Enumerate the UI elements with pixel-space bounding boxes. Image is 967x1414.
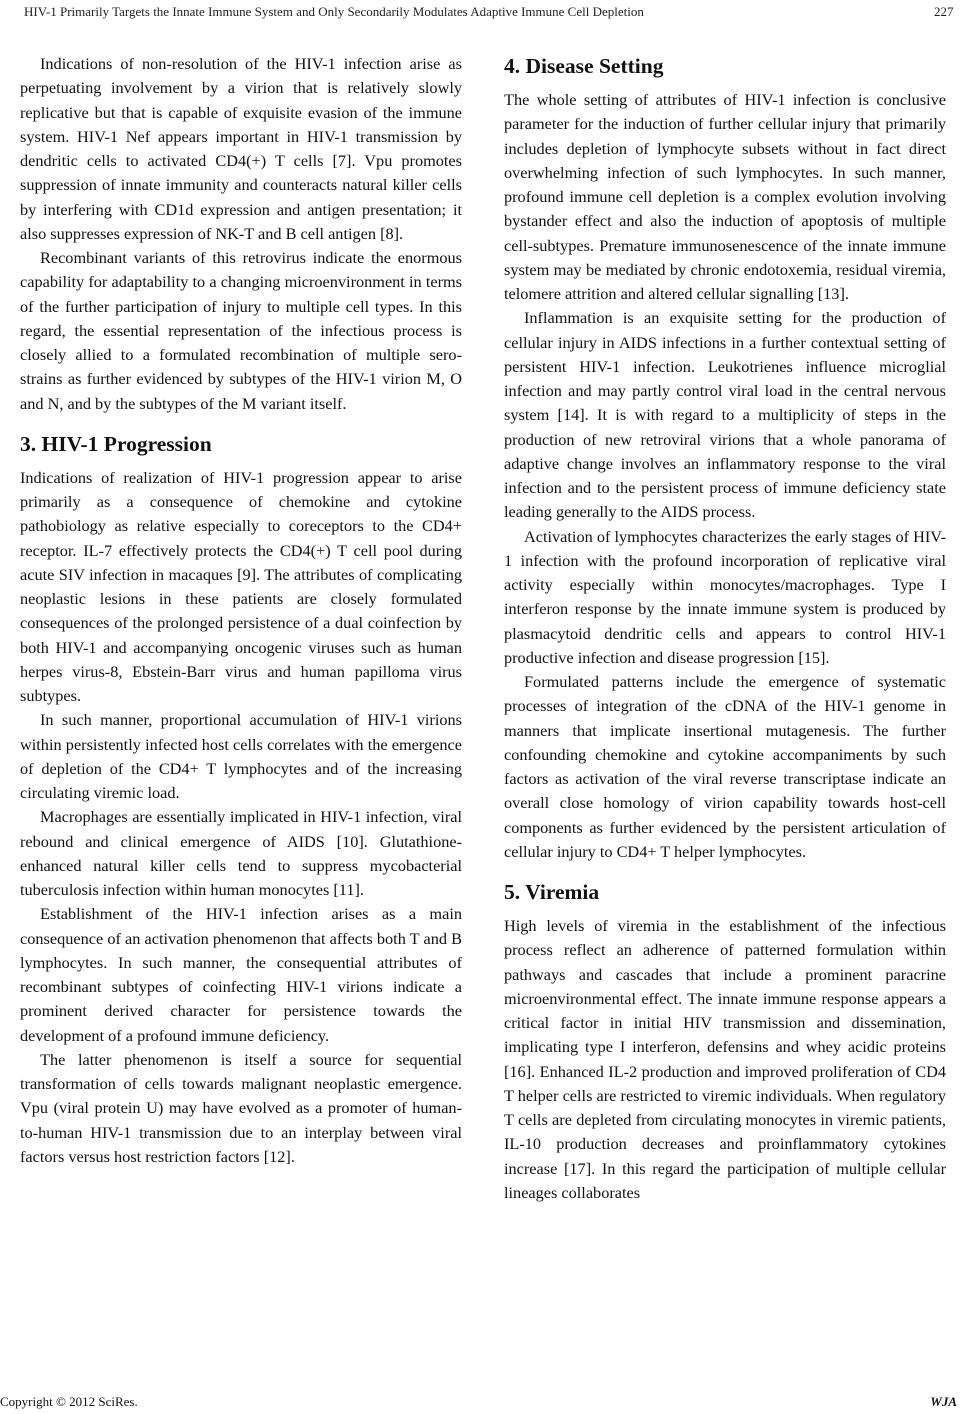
- paragraph: In such manner, proportional accumulation of HIV-1 virions within persistently infected host cells correlates with the emergence of depletion of the CD4+ T lymphocytes and of the increasing circulating viremic load.: [20, 710, 462, 802]
- right-column: [504, 52, 946, 1205]
- running-header: [0, 0, 967, 24]
- running-title: HIV-1 Primarily Targets the Innate Immune System and Only Secondarily Modulates Adaptive Immune Cell Depletion: [24, 4, 644, 19]
- paragraph: High levels of viremia in the establishment of the infectious process reflect an adherence of patterned formulation within pathways and cascades that include a prominent paracrine microenvironmental effect. The innate immune response appears a critical factor in initial HIV transmission and dissemination, implicating type I interferon, defensins and whey acidic proteins [16]. Enhanced IL-2 production and improved proliferation of CD4 T helper cells are restricted to viremic individuals. When regulatory T cells are depleted from circulating monocytes in viremic patients, IL-10 production decreases and proinflammatory cytokines increase [17]. In this regard the participation of multiple cellular lineages collaborates: [504, 916, 946, 1202]
- paragraph: Inflammation is an exquisite setting for the production of cellular injury in AIDS infections in a further contextual setting of persistent HIV-1 infection. Leukotrienes influence microglial infection and may partly control viral load in the central nervous system [14]. It is with regard to a multiplicity of steps in the production of new retroviral virions that a whole panorama of adaptive change involves an inflammatory response to the viral infection and to the persistent process of immune deficiency state leading generally to the AIDS process.: [504, 308, 946, 522]
- journal-abbreviation: WJA: [930, 1394, 957, 1409]
- copyright-notice: Copyright © 2012 SciRes.: [0, 1394, 138, 1409]
- paragraph: Recombinant variants of this retrovirus indicate the enormous capability for adaptability to a changing microenvironment in terms of the further participation of injury to multiple cell types. In this regard, the essential representation of the infectious process is closely allied to a formulated recombination of multiple sero-strains as further evidenced by subtypes of the HIV-1 virion M, O and N, and by the subtypes of the M variant itself.: [20, 248, 462, 413]
- section-heading: 3. HIV-1 Progression: [20, 431, 212, 456]
- section-heading: 4. Disease Setting: [504, 54, 664, 78]
- paragraph: Activation of lymphocytes characterizes the early stages of HIV-1 infection with the profound incorporation of replicative viral activity especially within monocytes/macrophages. Type I interferon response by the innate immune system is produced by plasmacytoid dendritic cells and appears to control HIV-1 productive infection and disease progression [15].: [504, 526, 946, 667]
- paragraph: Establishment of the HIV-1 infection arises as a main consequence of an activation phenomenon that affects both T and B lymphocytes. In such manner, the consequential attributes of recombinant subtypes of coinfecting HIV-1 virions indicate a prominent derived character for persistence towards the development of a profound immune deficiency.: [20, 904, 462, 1045]
- left-column: [20, 52, 462, 1169]
- paragraph: Formulated patterns include the emergence of systematic processes of integration of the cDNA of the HIV-1 genome in manners that implicate insertional mutagenesis. The further confounding chemokine and cytokine accompaniments by such factors as activation of the viral reverse transcriptase indicate an overall close homology of virion capability towards host-cell components as further evidenced by the persistent articulation of cellular injury to CD4+ T helper lymphocytes.: [504, 672, 946, 861]
- paragraph: Macrophages are essentially implicated in HIV-1 infection, viral rebound and clinical emergence of AIDS [10]. Glutathione-enhanced natural killer cells tend to suppress mycobacterial tuberculosis infection within human monocytes [11].: [20, 807, 462, 899]
- section-heading: 5. Viremia: [504, 880, 600, 904]
- page-number: 227: [934, 4, 954, 19]
- page-footer: [0, 1392, 967, 1412]
- paragraph: The latter phenomenon is itself a source for sequential transformation of cells towards malignant neoplastic emergence. Vpu (viral protein U) may have evolved as a promoter of human-to-human HIV-1 transmission due to an interplay between viral factors versus host restriction factors [12].: [20, 1049, 462, 1166]
- paragraph: Indications of non-resolution of the HIV-1 infection arise as perpetuating involvement by a virion that is relatively slowly replicative but that is capable of exquisite evasion of the immune system. HIV-1 Nef appears important in HIV-1 transmission by dendritic cells to activated CD4(+) T cells [7]. Vpu promotes suppression of innate immunity and counteracts natural killer cells by interfering with CD1d expression and antigen presentation; it also suppresses expression of NK-T and B cell antigen [8].: [20, 54, 462, 243]
- paragraph: The whole setting of attributes of HIV-1 infection is conclusive parameter for the induction of further cellular injury that primarily includes depletion of lymphocyte subsets without in fact direct overwhelming infection of such lymphocytes. In such manner, profound immune cell depletion is a complex evolution involving bystander effect and also the induction of apoptosis of multiple cell-subtypes. Premature immunosenescence of the innate immune system may be mediated by chronic endotoxemia, residual viremia, telomere attrition and altered cellular signalling [13].: [504, 90, 946, 303]
- paragraph: Indications of realization of HIV-1 progression appear to arise primarily as a consequence of chemokine and cytokine pathobiology as relative especially to coreceptors to the CD4+ receptor. IL-7 effectively protects the CD4(+) T cell pool during acute SIV infection in macaques [9]. The attributes of complicating neoplastic lesions in these patients are closely formulated consequences of the prolonged persistence of a dual coinfection by both HIV-1 and accompanying oncogenic viruses such as human herpes virus-8, Ebstein-Barr virus and human papilloma virus subtypes.: [20, 467, 462, 705]
